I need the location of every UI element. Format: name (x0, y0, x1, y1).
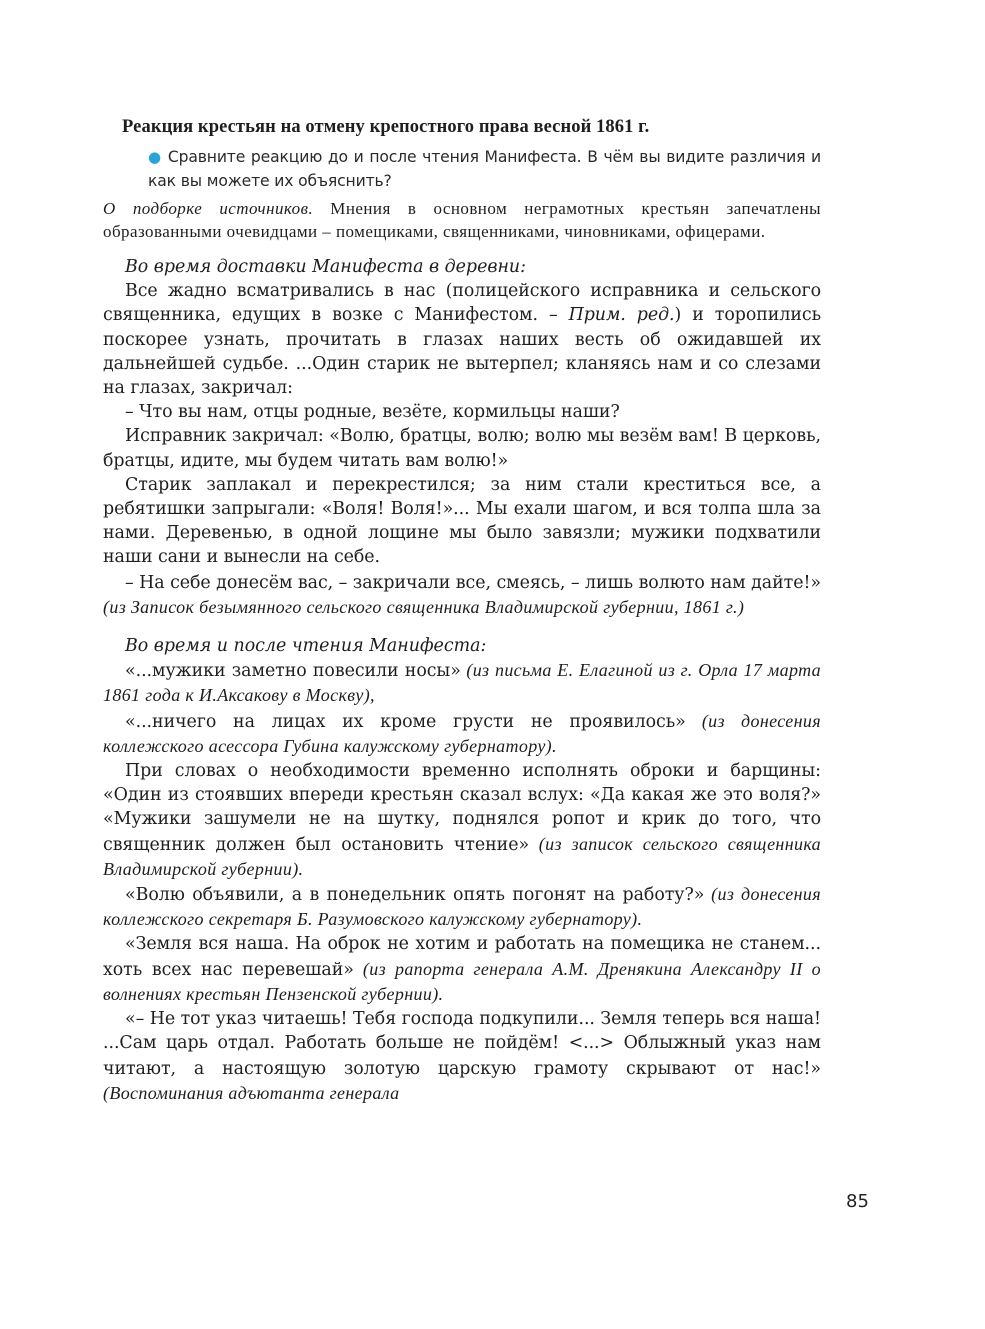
section-title: Реакция крестьян на отмену крепостного права весной 1861 г. (122, 117, 650, 137)
question-text: Сравните реакцию до и после чтения Манифеста. В чём вы видите различия и как вы можете их объяснить? (148, 148, 821, 190)
section2-heading: Во время и после чтения Манифеста: (125, 636, 487, 657)
paragraph (103, 882, 821, 932)
paragraph (103, 279, 821, 400)
page-content (103, 115, 821, 1106)
source-citation: (из донесения коллежского асессора Губина калужскому губернатору). (103, 710, 821, 756)
source-citation: (из письма Е. Елагиной из г. Орла 17 марта 1861 года к И.Аксакову в Москву), (103, 660, 821, 706)
paragraph (103, 709, 821, 759)
question-block (148, 145, 821, 193)
paragraph: – Что вы нам, отцы родные, везёте, кормильцы наши? (125, 402, 620, 423)
quote-text: «Волю объявили, а в понедельник опять погонят на работу?» (125, 885, 705, 906)
quote-text: «...мужики заметно повесили носы» (125, 661, 461, 682)
source-citation: (из рапорта генерала А.М. Дренякина Александру II о волнениях крестьян Пензенской губернии). (103, 958, 821, 1004)
section2-body (103, 658, 821, 1106)
paragraph (103, 932, 821, 1007)
quote-text: «...ничего на лицах их кроме грусти не проявилось» (125, 711, 686, 732)
source-citation: (Воспоминания адъютанта генерала (103, 1082, 400, 1103)
source-citation: (из донесения коллежского секретаря Б. Разумовского калужскому губернатору). (103, 884, 821, 930)
text-span: Все жадно всматривались в нас (полицейского исправника и сельского священника, едущих в возке с Манифестом. – (103, 281, 821, 326)
paragraph (103, 570, 821, 620)
section1-heading: Во время доставки Манифеста в деревни: (125, 257, 526, 277)
editor-note: Прим. ред. (568, 305, 675, 326)
quote-text: «Земля вся наша. На оброк не хотим и работать на помещика не станем... хоть всех нас перевешай» (103, 934, 821, 980)
text-span: ) и торопились поскорее узнать, прочитать в глазах наших весть об ожидавшей их дальнейшей судьбе. ...Один старик не вытерпел; кланяясь нам и со слезами на глазах, закричал: (103, 305, 821, 399)
sources-note (103, 197, 821, 243)
paragraph (103, 1007, 821, 1106)
sources-note-label: О подборке источников. (103, 199, 314, 218)
section1-body (103, 279, 821, 620)
sources-note-text: Мнения в основном неграмотных крестьян запечатлены образованными очевидцами – помещиками, священниками, чиновниками, офицерами. (103, 199, 822, 241)
paragraph: Исправник закричал: «Волю, братцы, волю; волю мы везём вам! В церковь, братцы, идите, мы будем читать вам волю!» (103, 426, 821, 471)
source-citation: (из записок сельского священника Владимирской губернии). (103, 833, 821, 879)
page-number: 85 (846, 1191, 869, 1212)
quote-text: – На себе донесём вас, – закричали все, смеясь, – лишь волюто нам дайте!» (125, 572, 821, 593)
paragraph: Старик заплакал и перекрестился; за ним стали креститься все, а ребятишки запрыгали: «Воля! Воля!»... Мы ехали шагом, и вся толпа шла за нами. Деревенью, в одной лощине мы было завязли; мужики подхватили наши сани и вынесли на себе. (103, 474, 821, 568)
paragraph (103, 759, 821, 882)
bullet-icon: ● (148, 148, 162, 166)
paragraph (103, 658, 821, 708)
quote-text: «– Не тот указ читаешь! Тебя господа подкупили... Земля теперь вся наша! ...Сам царь отдал. Работать больше не пойдём! <...> Облыжный указ нам читают, а настоящую золотую царскую грамоту скрывают от нас!» (103, 1009, 821, 1079)
quote-text: При словах о необходимости временно исполнять оброки и барщины: «Один из стоявших впереди крестьян сказал вслух: «Да какая же это воля?» «Мужики зашумели не на шутку, поднялся ропот и крик до того, что священник должен был остановить чтение» (103, 761, 821, 855)
source-citation: (из Записок безымянного сельского священника Владимирской губернии, 1861 г.) (103, 596, 745, 617)
